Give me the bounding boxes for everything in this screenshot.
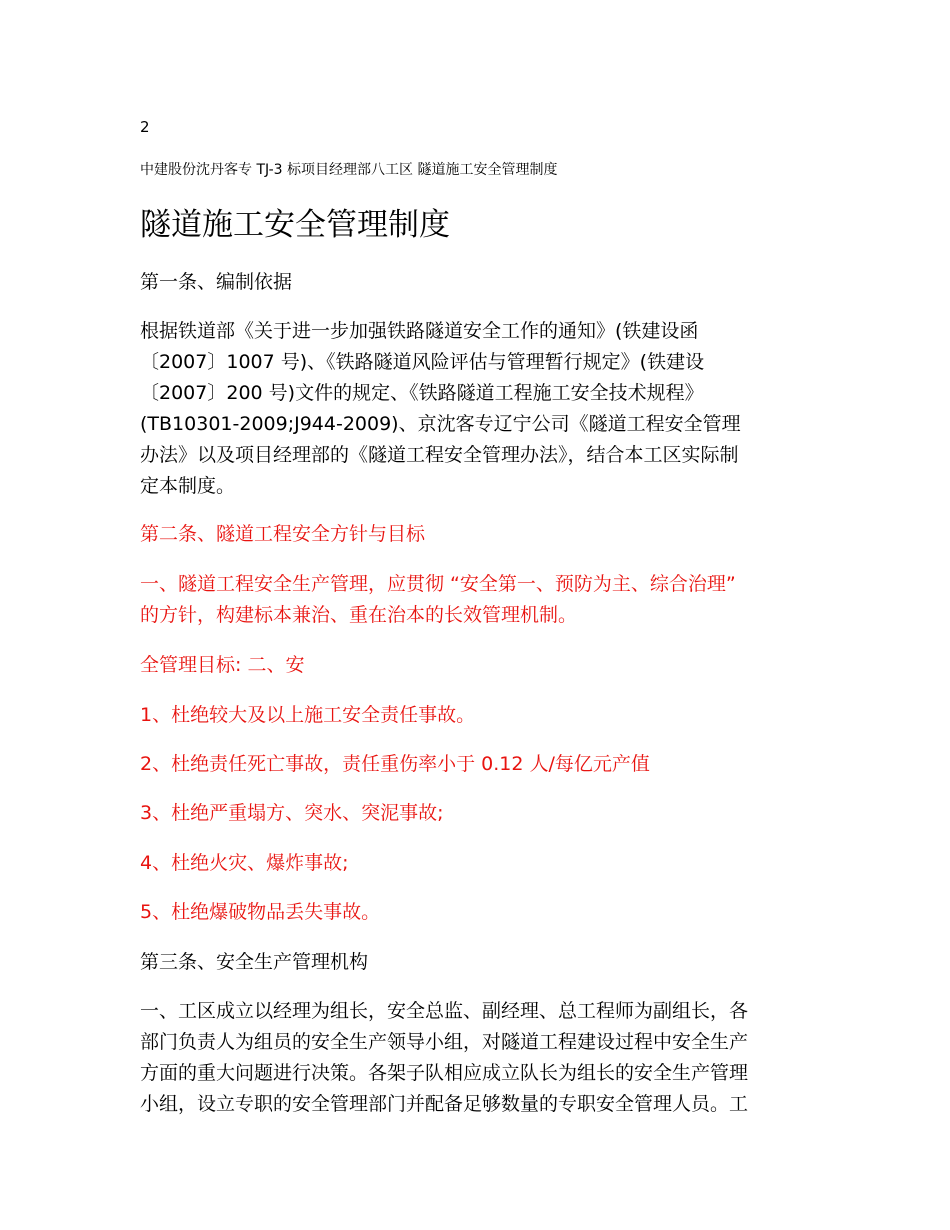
article-2-heading: 第二条、隧道工程安全方针与目标 <box>140 523 426 545</box>
article-1-line: 定本制度。 <box>140 475 236 497</box>
article-3-line: 一、工区成立以经理为组长，安全总监、副经理、总工程师为副组长，各 <box>140 1000 749 1022</box>
article-2-policy-line: 一、隧道工程安全生产管理，应贯彻 “安全第一、预防为主、综合治理” <box>140 573 736 595</box>
article-1-paragraph <box>140 316 820 502</box>
article-2-policy <box>140 569 820 631</box>
article-3-line: 部门负责人为组员的安全生产领导小组，对隧道工程建设过程中安全生产 <box>140 1031 749 1053</box>
goal-item: 2、杜绝责任死亡事故，责任重伤率小于 0.12 人/每亿元产值 <box>140 753 650 775</box>
article-1-line: (TB10301-2009;J944-2009)、京沈客专辽宁公司《隧道工程安全管理 <box>140 413 741 435</box>
article-2-policy-line: 的方针，构建标本兼治、重在治本的长效管理机制。 <box>140 604 578 626</box>
goal-item: 5、杜绝爆破物品丢失事故。 <box>140 901 381 923</box>
article-3-heading: 第三条、安全生产管理机构 <box>140 951 369 973</box>
goal-item: 1、杜绝较大及以上施工安全责任事故。 <box>140 704 476 726</box>
article-1-line: 办法》以及项目经理部的《隧道工程安全管理办法》，结合本工区实际制 <box>140 444 739 466</box>
article-2-goal-heading: 全管理目标: 二、安 <box>140 654 305 676</box>
goal-item: 4、杜绝火灾、爆炸事故; <box>140 852 349 874</box>
article-1-line: 根据铁道部《关于进一步加强铁路隧道安全工作的通知》(铁建设函 <box>140 320 699 342</box>
article-3-line: 方面的重大问题进行决策。各架子队相应成立队长为组长的安全生产管理 <box>140 1062 749 1084</box>
article-1-line: 〔2007〕1007 号)、《铁路隧道风险评估与管理暂行规定》(铁建设 <box>140 351 705 373</box>
document-title: 隧道施工安全管理制度 <box>140 207 450 243</box>
article-1-heading: 第一条、编制依据 <box>140 271 293 293</box>
page-number: 2 <box>140 118 150 136</box>
article-3-paragraph <box>140 996 820 1120</box>
goal-item: 3、杜绝严重塌方、突水、突泥事故; <box>140 802 444 824</box>
article-1-line: 〔2007〕200 号)文件的规定、《铁路隧道工程施工安全技术规程》 <box>140 382 704 404</box>
running-header: 中建股份沈丹客专 TJ-3 标项目经理部八工区 隧道施工安全管理制度 <box>140 162 558 178</box>
article-3-line: 小组，设立专职的安全管理部门并配备足够数量的专职安全管理人员。工 <box>140 1093 749 1115</box>
